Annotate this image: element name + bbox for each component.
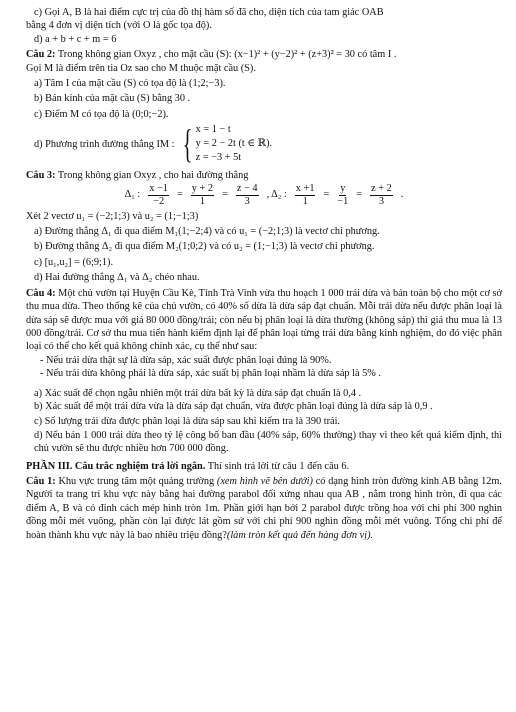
q1-option-d: d) a + b + c + m = 6	[34, 33, 117, 45]
q4-option-d: d) Nếu bán 1 000 trái dừa theo tỷ lệ công bố ban đầu (40% sáp, 60% thường) thay vì theo kết quả kiểm định, thì chủ vườn sẽ thu được nhiều hơn 700 000 đồng.	[34, 429, 502, 455]
q2-option-d: d) Phương trình đường thẳng IM : { x = 1 − t y = 2 − 2t (t ∈ ℝ). z = −3 + 5t	[34, 121, 273, 167]
question-3-stem: Câu 3: Trong không gian Oxyz , cho hai đường thẳng	[26, 170, 249, 182]
line-equations: Δ₁ : $\frac{x -1}{-2}$ = $\frac{y + 2}{1}$ = $\frac{z - 4}{3}$ , Δ₂ : $\frac{x +1}{1}$ = $\frac{y}{-1}$ = $\frac{z + 2}{3}$ .	[124, 182, 404, 207]
q4-option-a: a) Xác suất để chọn ngẫu nhiên một trái dừa bất kỳ là dừa sáp đạt chuẩn là 0,4 .	[34, 387, 362, 399]
question-4-stem: Câu 4: Một chủ vườn tại Huyện Cầu Kè, Tỉnh Trà Vinh vừa thu hoạch 1 000 trái dừa và bán toàn bộ cho một cơ sở thu mua dừa. Theo thống kê của chủ vườn, có 40% số dừa là dừa sáp đạt chuẩn. Mỗi trái dừa nếu được phân loại là dừa sáp sẽ được mua với giá 80 000 đồng/trái; còn nếu bị phân loại là dừa thường (không sáp) thì giá thu mua là 13 000 đồng/trái. Cơ sở thu mua tiến hành kiểm định lại để phân loại từng trái dừa bằng kinh nghiệm, do đó việc phân loại có thể cho kết quả không chính xác, cụ thể như sau:	[26, 287, 502, 353]
question-2-stem: Câu 2: Trong không gian Oxyz , cho mặt cầu (S): (x−1)² + (y−2)² + (z+3)² = 30 có tâm I .	[26, 49, 397, 61]
q2-option-a: a) Tâm I của mặt cầu (S) có tọa độ là (1;2;−3).	[34, 78, 226, 90]
part-3-question-1: Câu 1: Khu vực trung tâm một quảng trường (xem hình vẽ bên dưới) có dạng hình tròn đường kính AB bằng 12m. Người ta trang trí khu vực này bằng hai đường parabol đối xứng nhau qua AB , nằm trong hình tròn, đi qua các điểm A, B và có đỉnh cách mép hình tròn 1m. Phần giới hạn bởi 2 parabol được trồng hoa với chi phí 300 nghìn đồng mỗi mét vuông, phần còn lại được lát gồm sứ với chi phí 900 nghìn đồng mỗi mét vuông. Tổng chi phí để hoàn thành khu vực này là bao nhiêu triệu đồng?(làm tròn kết quả đến hàng đơn vị).	[26, 475, 502, 541]
q4-option-b: b) Xác suất để một trái dừa vừa là dừa sáp đạt chuẩn, vừa được phân loại đúng là dừa sáp là 0,9 .	[34, 400, 433, 412]
q1-option-c-cont: bằng 4 đơn vị diện tích (với O là gốc tọa độ).	[26, 20, 212, 32]
q3-vectors: Xét 2 vectơ u₁ = (−2;1;3) và u₂ = (1;−1;3)	[26, 210, 199, 222]
q3-option-d: d) Hai đường thẳng Δ₁ và Δ₂ chéo nhau.	[34, 272, 200, 284]
q3-option-b: b) Đường thẳng Δ₂ đi qua điểm M₂(1;0;2) và có u₂ = (1;−1;3) là vectơ chỉ phương.	[34, 241, 375, 253]
q3-option-c: c) [u₁,u₂] = (6;9;1).	[34, 256, 114, 268]
system-line-x: x = 1 − t	[195, 124, 231, 136]
q2-option-b: b) Bán kính của mặt cầu (S) bằng 30 .	[34, 93, 191, 105]
system-line-y: y = 2 − 2t (t ∈ ℝ).	[195, 138, 273, 150]
equation-system: { x = 1 − t y = 2 − 2t (t ∈ ℝ). z = −3 + 5t	[183, 121, 273, 167]
q2-option-c: c) Điểm M có tọa độ là (0;0;−2).	[34, 108, 169, 120]
q1-option-c: c) Gọi A, B là hai điểm cực trị của đồ thị hàm số đã cho, diện tích của tam giác OAB	[34, 7, 384, 18]
q4-condition-2: - Nếu trái dừa không phải là dừa sáp, xác suất bị phân loại nhầm là dừa sáp là 5% .	[40, 368, 381, 380]
part-3-heading: PHẦN III. Câu trắc nghiệm trả lời ngắn. Thí sinh trả lời từ câu 1 đến câu 6.	[26, 460, 350, 472]
q3-option-a: a) Đường thẳng Δ₁ đi qua điểm M₁(1;−2;4) và có u₁ = (−2;1;3) là vectơ chỉ phương.	[34, 226, 380, 238]
q4-option-c: c) Số lượng trái dừa được phân loại là dừa sáp sau khi kiểm tra là 390 trái.	[34, 416, 341, 428]
question-2-stem-cont: Gọi M là điểm trên tia Oz sao cho M thuộc mặt cầu (S).	[26, 62, 256, 74]
q4-condition-1: - Nếu trái dừa thật sự là dừa sáp, xác suất được phân loại đúng là 90%.	[40, 354, 332, 366]
system-line-z: z = −3 + 5t	[195, 152, 242, 164]
